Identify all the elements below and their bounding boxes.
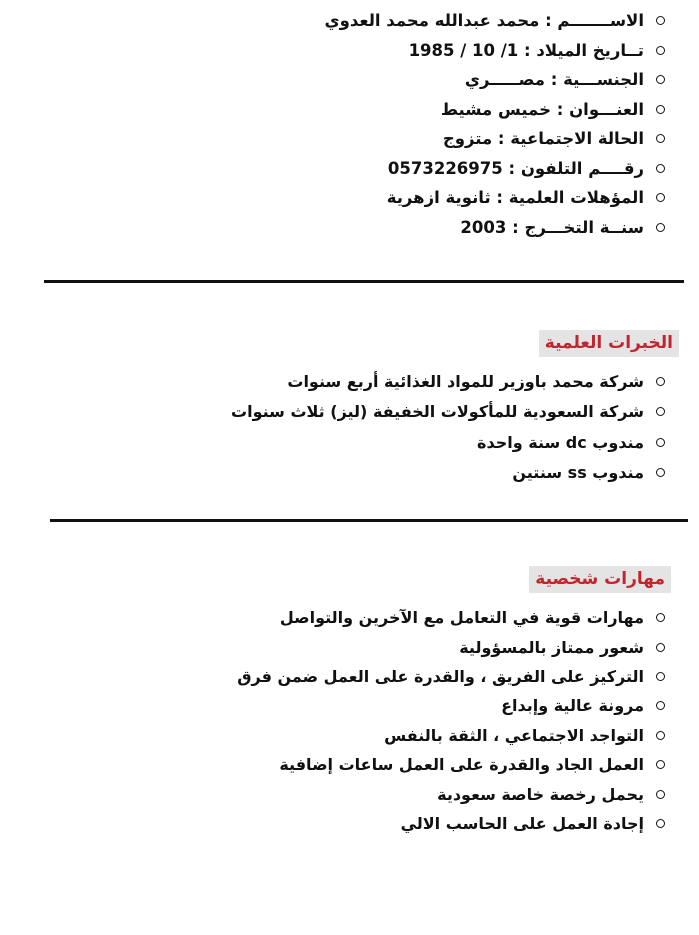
circle-bullet-icon [656, 407, 665, 416]
experience-list [231, 366, 665, 488]
list-item [237, 691, 665, 720]
circle-bullet-icon [656, 613, 665, 622]
skill-item: التواجد الاجتماعي ، الثقة بالنفس [384, 725, 644, 745]
list-item [237, 809, 665, 838]
personal-address: العنـــوان : خميس مشيط [440, 99, 644, 119]
circle-bullet-icon [656, 643, 665, 652]
circle-bullet-icon [656, 46, 665, 55]
list-item [231, 458, 665, 489]
skill-item: مهارات قوية في التعامل مع الآخرين والتواصل [279, 608, 644, 628]
list-item [324, 183, 665, 213]
circle-bullet-icon [656, 468, 665, 477]
circle-bullet-icon [656, 223, 665, 232]
skill-item: مرونة عالية وإبداع [501, 696, 644, 716]
circle-bullet-icon [656, 75, 665, 84]
list-item [324, 213, 665, 243]
list-item [237, 632, 665, 661]
personal-birthdate: تــاريخ الميلاد : 1/ 10 / 1985 [408, 40, 644, 60]
personal-graduation-year: سنــة التخـــرج : 2003 [460, 217, 644, 237]
personal-info-list [324, 6, 665, 242]
list-item [237, 779, 665, 808]
section-divider [44, 280, 684, 283]
circle-bullet-icon [656, 105, 665, 114]
experience-heading: الخبرات العلمية [539, 330, 679, 357]
skill-item: التركيز على الفريق ، والقدرة على العمل ضمن فرق [237, 666, 644, 686]
list-item [231, 366, 665, 397]
skill-item: إجادة العمل على الحاسب الالي [400, 813, 644, 833]
skill-item: شعور ممتاز بالمسؤولية [459, 637, 644, 657]
circle-bullet-icon [656, 193, 665, 202]
circle-bullet-icon [656, 134, 665, 143]
skill-item: يحمل رخصة خاصة سعودية [437, 784, 644, 804]
circle-bullet-icon [656, 760, 665, 769]
personal-phone: رقــــم التلفون : 0573226975 [387, 158, 644, 178]
skill-item: العمل الجاد والقدرة على العمل ساعات إضافية [279, 755, 644, 775]
circle-bullet-icon [656, 790, 665, 799]
experience-item: شركة محمد باوزير للمواد الغذائية أربع سنوات [287, 371, 644, 391]
section-divider [50, 519, 688, 522]
list-item [324, 36, 665, 66]
personal-name: الاســـــــم : محمد عبدالله محمد العدوي [324, 11, 644, 31]
list-item [237, 750, 665, 779]
circle-bullet-icon [656, 819, 665, 828]
list-item [324, 65, 665, 95]
personal-qualification: المؤهلات العلمية : ثانوية ازهرية [386, 188, 644, 208]
list-item [237, 721, 665, 750]
experience-item: مندوب dc سنة واحدة [477, 432, 644, 452]
skills-list [237, 603, 665, 838]
circle-bullet-icon [656, 164, 665, 173]
list-item [324, 6, 665, 36]
circle-bullet-icon [656, 377, 665, 386]
circle-bullet-icon [656, 672, 665, 681]
personal-marital-status: الحالة الاجتماعية : متزوج [442, 129, 644, 149]
personal-nationality: الجنســـية : مصـــــري [464, 70, 644, 90]
list-item [324, 154, 665, 184]
circle-bullet-icon [656, 701, 665, 710]
list-item [231, 397, 665, 428]
experience-item: مندوب ss سنتين [512, 463, 644, 483]
circle-bullet-icon [656, 731, 665, 740]
list-item [324, 95, 665, 125]
list-item [231, 427, 665, 458]
circle-bullet-icon [656, 16, 665, 25]
experience-item: شركة السعودية للمأكولات الخفيفة (ليز) ثلاث سنوات [231, 402, 644, 422]
list-item [324, 124, 665, 154]
skills-heading: مهارات شخصية [529, 566, 671, 593]
list-item [237, 603, 665, 632]
circle-bullet-icon [656, 438, 665, 447]
list-item [237, 662, 665, 691]
